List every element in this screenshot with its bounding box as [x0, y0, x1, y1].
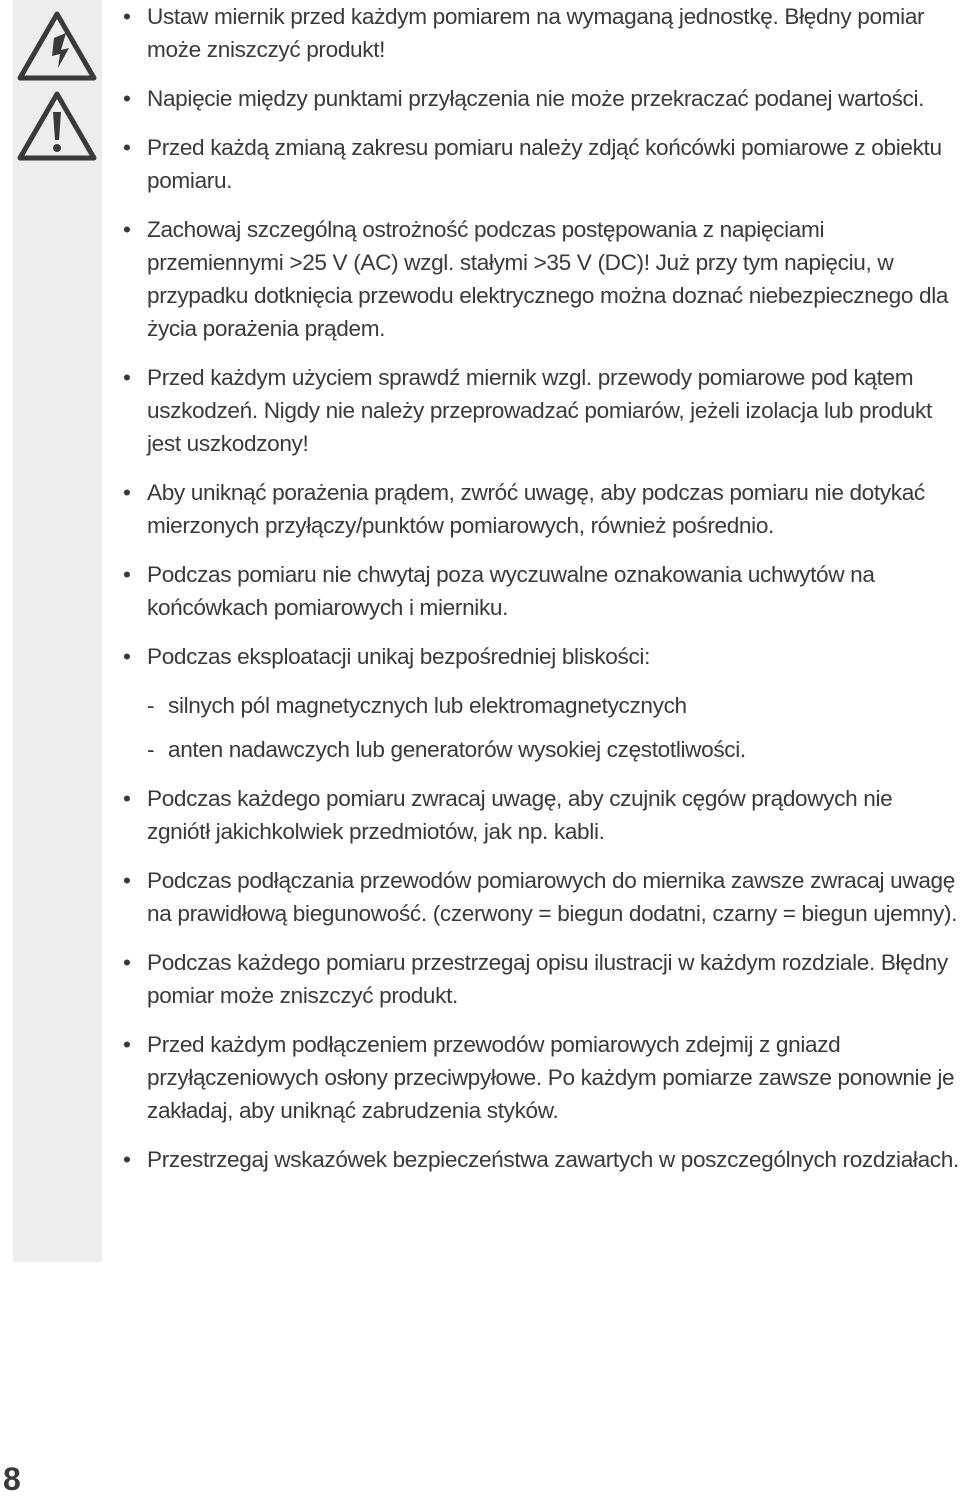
- list-item-text: Przed każdą zmianą zakresu pomiaru należy zdjąć końcówki pomiarowe z obiektu pomiaru.: [147, 135, 942, 193]
- list-item-text: Podczas każdego pomiaru zwracaj uwagę, aby czujnik cęgów prądowych nie zgniótł jakichkolwiek przedmiotów, jak np. kabli.: [147, 786, 893, 844]
- bullet-icon: •: [123, 1032, 131, 1057]
- list-item: [120, 558, 960, 624]
- list-item: [120, 1143, 960, 1176]
- bullet-icon: •: [123, 644, 131, 669]
- bullet-icon: •: [123, 868, 131, 893]
- list-item-text: Napięcie między punktami przyłączenia nie może przekraczać podanej wartości.: [147, 86, 925, 111]
- exclamation-warning-icon: [14, 88, 100, 162]
- list-item: [120, 82, 960, 115]
- sub-list-item: [120, 733, 960, 766]
- list-item-text: Przestrzegaj wskazówek bezpieczeństwa zawartych w poszczególnych rozdziałach.: [147, 1147, 959, 1172]
- bullet-icon: •: [123, 4, 131, 29]
- list-item-text: Ustaw miernik przed każdym pomiarem na wymaganą jednostkę. Błędny pomiar może zniszczyć produkt!: [147, 4, 925, 62]
- list-item: [120, 131, 960, 197]
- dash-icon: -: [147, 693, 155, 718]
- lightning-warning-icon: [14, 8, 100, 82]
- list-item-text: Zachowaj szczególną ostrożność podczas postępowania z napięciami przemiennymi >25 V (AC) wzgl. stałymi >35 V (DC)! Już przy tym napięciu, w przypadku dotknięcia przewodu elektrycznego można doznać niebezpiecznego dla życia porażenia prądem.: [147, 217, 949, 341]
- bullet-icon: •: [123, 365, 131, 390]
- sub-list-item: [120, 689, 960, 722]
- list-item: [120, 213, 960, 345]
- list-item-text: Przed każdym użyciem sprawdź miernik wzgl. przewody pomiarowe pod kątem uszkodzeń. Nigdy nie należy przeprowadzać pomiarów, jeżeli izolacja lub produkt jest uszkodzony!: [147, 365, 932, 456]
- bullet-icon: •: [123, 786, 131, 811]
- safety-instructions: [120, 0, 960, 1192]
- bullet-icon: •: [123, 217, 131, 242]
- bullet-list: [120, 0, 960, 1176]
- dash-icon: -: [147, 737, 155, 762]
- list-item-text: Przed każdym podłączeniem przewodów pomiarowych zdejmij z gniazd przyłączeniowych osłony przeciwpyłowe. Po każdym pomiarze zawsze ponownie je zakładaj, aby uniknąć zabrudzenia styków.: [147, 1032, 955, 1123]
- list-item: [120, 1028, 960, 1127]
- sidebar-panel: [13, 0, 102, 1262]
- list-item: [120, 864, 960, 930]
- list-item: [120, 361, 960, 460]
- list-item: [120, 0, 960, 66]
- bullet-icon: •: [123, 950, 131, 975]
- bullet-icon: •: [123, 86, 131, 111]
- sub-list-item-text: silnych pól magnetycznych lub elektromagnetycznych: [168, 693, 687, 718]
- list-item: [120, 476, 960, 542]
- list-item-text: Aby uniknąć porażenia prądem, zwróć uwagę, aby podczas pomiaru nie dotykać mierzonych przyłączy/punktów pomiarowych, również pośrednio.: [147, 480, 925, 538]
- bullet-icon: •: [123, 562, 131, 587]
- list-item: [120, 946, 960, 1012]
- bullet-icon: •: [123, 135, 131, 160]
- list-item: [120, 782, 960, 848]
- list-item-text: Podczas każdego pomiaru przestrzegaj opisu ilustracji w każdym rozdziale. Błędny pomiar może zniszczyć produkt.: [147, 950, 948, 1008]
- sub-list-item-text: anten nadawczych lub generatorów wysokiej częstotliwości.: [168, 737, 746, 762]
- list-item-text: Podczas podłączania przewodów pomiarowych do miernika zawsze zwracaj uwagę na prawidłową biegunowość. (czerwony = biegun dodatni, czarny = biegun ujemny).: [147, 868, 958, 926]
- list-item-text: Podczas pomiaru nie chwytaj poza wyczuwalne oznakowania uchwytów na końcówkach pomiarowych i mierniku.: [147, 562, 875, 620]
- page-number: 8: [3, 1461, 21, 1497]
- bullet-icon: •: [123, 1147, 131, 1172]
- list-item-text: Podczas eksploatacji unikaj bezpośredniej bliskości:: [147, 644, 650, 669]
- list-item: [120, 640, 960, 673]
- bullet-icon: •: [123, 480, 131, 505]
